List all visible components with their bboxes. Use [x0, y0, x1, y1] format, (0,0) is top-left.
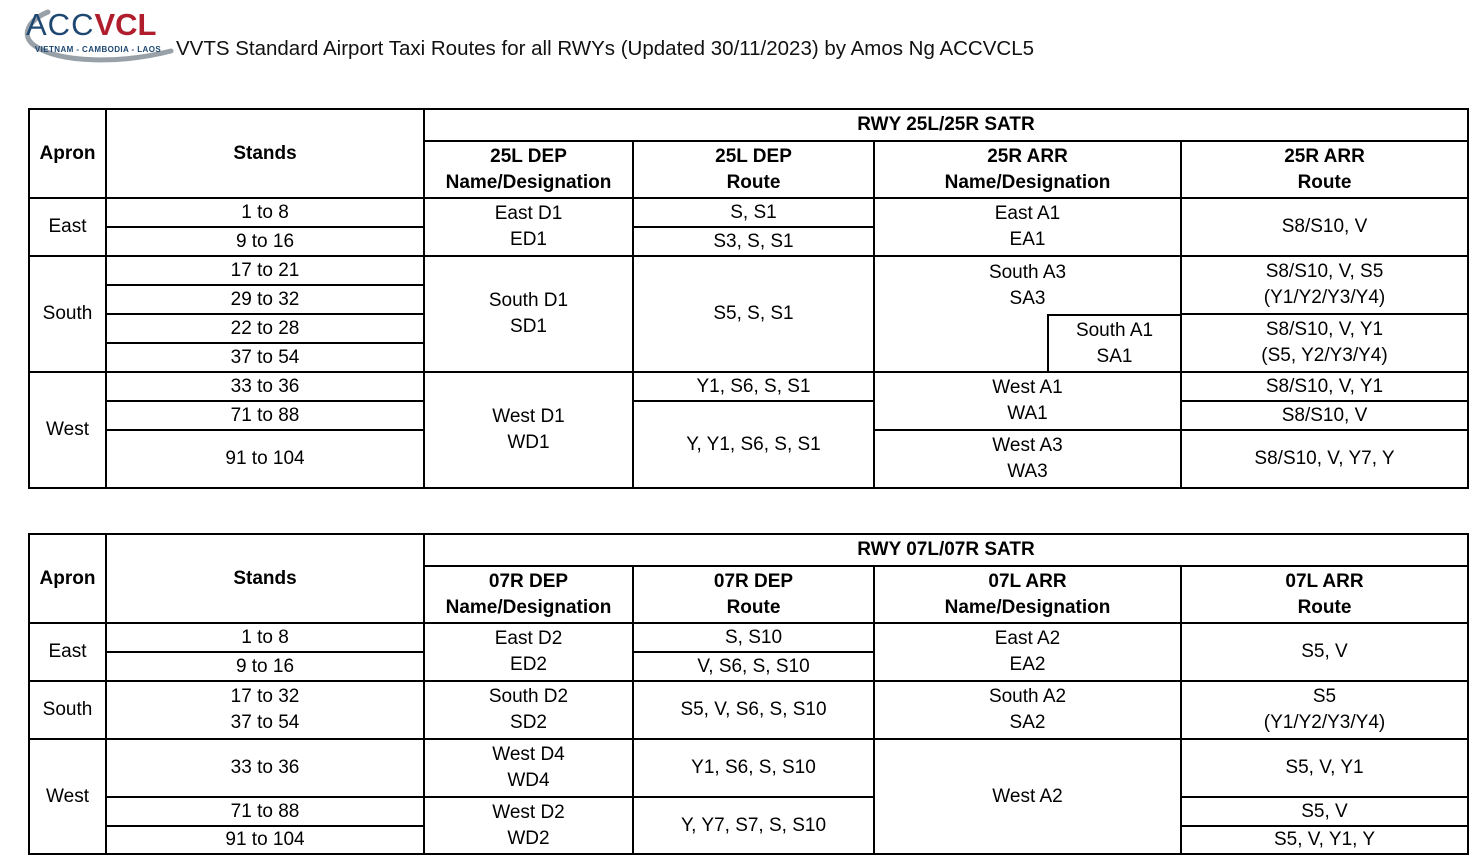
t1-west-arr-name-a1: [874, 372, 1181, 430]
t2-header-stands: Stands: [106, 534, 424, 623]
t2-west-arr-route-2: S5, V, Y1, Y: [1181, 826, 1468, 854]
t1-east-arr-name: [874, 198, 1181, 256]
cell-line: South A1: [1075, 319, 1154, 341]
t2-west-arr-route-1: S5, V: [1181, 797, 1468, 826]
t1-header-apron: Apron: [29, 109, 106, 198]
cell-line: SD2: [510, 712, 547, 733]
cell-line: SA3: [1009, 287, 1046, 309]
t1-west-stands-0: 33 to 36: [106, 372, 424, 401]
t2-header-dep-name: [424, 566, 633, 623]
logo-vcl-text: VCL: [94, 7, 157, 42]
cell-line: SA1: [1096, 345, 1133, 367]
header-line: 25L DEP: [715, 145, 792, 167]
header-line: Name/Designation: [944, 171, 1111, 193]
t1-south-dep-route: S5, S, S1: [633, 256, 874, 372]
header-line: 07R DEP: [713, 570, 794, 592]
t1-west-arr-route-2: S8/S10, V, Y7, Y: [1181, 430, 1468, 488]
header-line: 25R ARR: [1284, 145, 1365, 167]
cell-line: EA2: [1009, 654, 1046, 675]
cell-line: WA1: [1007, 403, 1048, 424]
t1-east-arr-route: S8/S10, V: [1181, 198, 1468, 256]
cell-line: West A1: [992, 377, 1063, 398]
t1-south-stands-3: 37 to 54: [106, 343, 424, 372]
t2-table-title: RWY 07L/07R SATR: [424, 534, 1468, 566]
t2-south-arr-route: [1181, 681, 1468, 739]
t1-south-a1-name: [1047, 314, 1180, 371]
cell-line: ED1: [510, 229, 547, 250]
header-line: 07L ARR: [988, 570, 1067, 592]
t1-south-arr-route-a1: [1181, 314, 1468, 372]
t2-header-arr-name: [874, 566, 1181, 623]
cell-line: SA2: [1009, 712, 1046, 733]
t1-south-dep-name: [424, 256, 633, 372]
t1-west-dep-route-0: Y1, S6, S, S1: [633, 372, 874, 401]
t1-west-stands-1: 71 to 88: [106, 401, 424, 430]
header-line: Route: [1297, 171, 1352, 193]
cell-line: WA3: [1007, 461, 1048, 482]
document-title: VVTS Standard Airport Taxi Routes for all RWYs (Updated 30/11/2023) by Amos Ng ACCVCL5: [176, 37, 1035, 60]
t1-south-stands-2: 22 to 28: [106, 314, 424, 343]
t1-west-arr-route-1: S8/S10, V: [1181, 401, 1468, 430]
cell-line: South D1: [488, 290, 569, 311]
t2-east-stands-0: 1 to 8: [106, 623, 424, 652]
t2-east-apron: East: [29, 623, 106, 681]
t1-west-stands-2: 91 to 104: [106, 430, 424, 488]
t2-west-apron: West: [29, 739, 106, 854]
t1-west-arr-name-a3: [874, 430, 1181, 488]
t2-west-arr-route-0: S5, V, Y1: [1181, 739, 1468, 797]
t2-south-dep-name: [424, 681, 633, 739]
t2-west-dep-route-0: Y1, S6, S, S10: [633, 739, 874, 797]
cell-line: West D4: [492, 744, 565, 765]
rwy-25l-25r-table: [28, 108, 1469, 489]
accvcl-logo: [22, 6, 176, 72]
t1-south-arr-name: [874, 256, 1181, 372]
cell-line: West D2: [492, 801, 565, 823]
header-line: Name/Designation: [445, 596, 612, 618]
t2-header-arr-route: [1181, 566, 1468, 623]
cell-line: SD1: [510, 316, 547, 337]
cell-line: EA1: [1009, 229, 1046, 250]
t1-east-stands-0: 1 to 8: [106, 198, 424, 227]
t1-south-arr-route-a3: [1181, 256, 1468, 314]
cell-line: East D1: [494, 203, 563, 224]
cell-line: 17 to 32: [230, 686, 300, 707]
t1-west-apron: West: [29, 372, 106, 488]
t2-south-stands: [106, 681, 424, 739]
t1-east-dep-name: [424, 198, 633, 256]
cell-line: (Y1/Y2/Y3/Y4): [1263, 712, 1386, 733]
cell-line: WD1: [507, 432, 550, 453]
cell-line: 37 to 54: [230, 712, 300, 733]
t1-table-title: RWY 25L/25R SATR: [424, 109, 1468, 141]
header-line: Name/Designation: [445, 171, 612, 193]
t1-east-stands-1: 9 to 16: [106, 227, 424, 256]
t1-west-dep-route-1: Y, Y1, S6, S, S1: [633, 401, 874, 488]
cell-line: WD2: [507, 827, 550, 849]
header-line: 25R ARR: [987, 145, 1068, 167]
cell-line: S8/S10, V, Y1: [1265, 319, 1384, 340]
t2-west-stands-1: 71 to 88: [106, 797, 424, 826]
header-line: Route: [726, 596, 781, 618]
header-line: 25L DEP: [490, 145, 567, 167]
t2-east-dep-name: [424, 623, 633, 681]
t2-south-apron: South: [29, 681, 106, 739]
t1-south-stands-0: 17 to 21: [106, 256, 424, 285]
rwy-07l-07r-table: [28, 533, 1469, 855]
header-line: 07L ARR: [1285, 570, 1364, 592]
t2-east-dep-route-1: V, S6, S, S10: [633, 652, 874, 681]
t2-south-arr-name: [874, 681, 1181, 739]
cell-line: East A1: [994, 203, 1061, 224]
t1-east-dep-route-0: S, S1: [633, 198, 874, 227]
t1-east-dep-route-1: S3, S, S1: [633, 227, 874, 256]
t1-header-arr-route: [1181, 141, 1468, 198]
t1-south-stands-1: 29 to 32: [106, 285, 424, 314]
logo-tagline: VIETNAM - CAMBODIA - LAOS: [34, 45, 162, 54]
cell-line: West A3: [992, 435, 1063, 456]
t2-south-dep-route: S5, V, S6, S, S10: [633, 681, 874, 739]
t2-west-stands-0: 33 to 36: [106, 739, 424, 797]
cell-line: South A3: [988, 261, 1067, 283]
t2-west-arr-name: West A2: [874, 739, 1181, 854]
cell-line: S8/S10, V, S5: [1265, 261, 1384, 282]
logo-acc-text: ACC: [26, 7, 95, 42]
header-line: Route: [1297, 596, 1352, 618]
t1-west-dep-name: [424, 372, 633, 488]
t2-west-dep-name-d4: [424, 739, 633, 797]
t2-west-stands-2: 91 to 104: [106, 826, 424, 854]
cell-line: (S5, Y2/Y3/Y4): [1261, 345, 1388, 366]
t2-east-stands-1: 9 to 16: [106, 652, 424, 681]
t1-west-arr-route-0: S8/S10, V, Y1: [1181, 372, 1468, 401]
t2-header-apron: Apron: [29, 534, 106, 623]
header-line: Route: [726, 171, 781, 193]
cell-line: East A2: [994, 628, 1061, 649]
t2-east-arr-name: [874, 623, 1181, 681]
cell-line: South D2: [488, 686, 569, 707]
t1-header-arr-name: [874, 141, 1181, 198]
header-line: Name/Designation: [944, 596, 1111, 618]
t1-header-dep-name: [424, 141, 633, 198]
t2-header-dep-route: [633, 566, 874, 623]
t2-east-arr-route: S5, V: [1181, 623, 1468, 681]
cell-line: South A2: [988, 686, 1067, 707]
cell-line: East D2: [494, 628, 563, 649]
cell-line: WD4: [507, 770, 550, 791]
logo-wordmark: [26, 8, 156, 42]
t1-east-apron: East: [29, 198, 106, 256]
cell-line: ED2: [510, 654, 547, 675]
south-arr-name-wrap: [875, 257, 1180, 371]
t1-header-dep-route: [633, 141, 874, 198]
t1-south-apron: South: [29, 256, 106, 372]
cell-line: S5: [1312, 686, 1337, 707]
cell-line: West D1: [492, 406, 565, 427]
t2-east-dep-route-0: S, S10: [633, 623, 874, 652]
cell-line: (Y1/Y2/Y3/Y4): [1263, 287, 1386, 308]
header-line: 07R DEP: [488, 570, 569, 592]
t1-header-stands: Stands: [106, 109, 424, 198]
t1-south-a3-name: [875, 257, 1180, 314]
t2-west-dep-route-1: Y, Y7, S7, S, S10: [633, 797, 874, 854]
t2-west-dep-name-d2: [424, 797, 633, 854]
